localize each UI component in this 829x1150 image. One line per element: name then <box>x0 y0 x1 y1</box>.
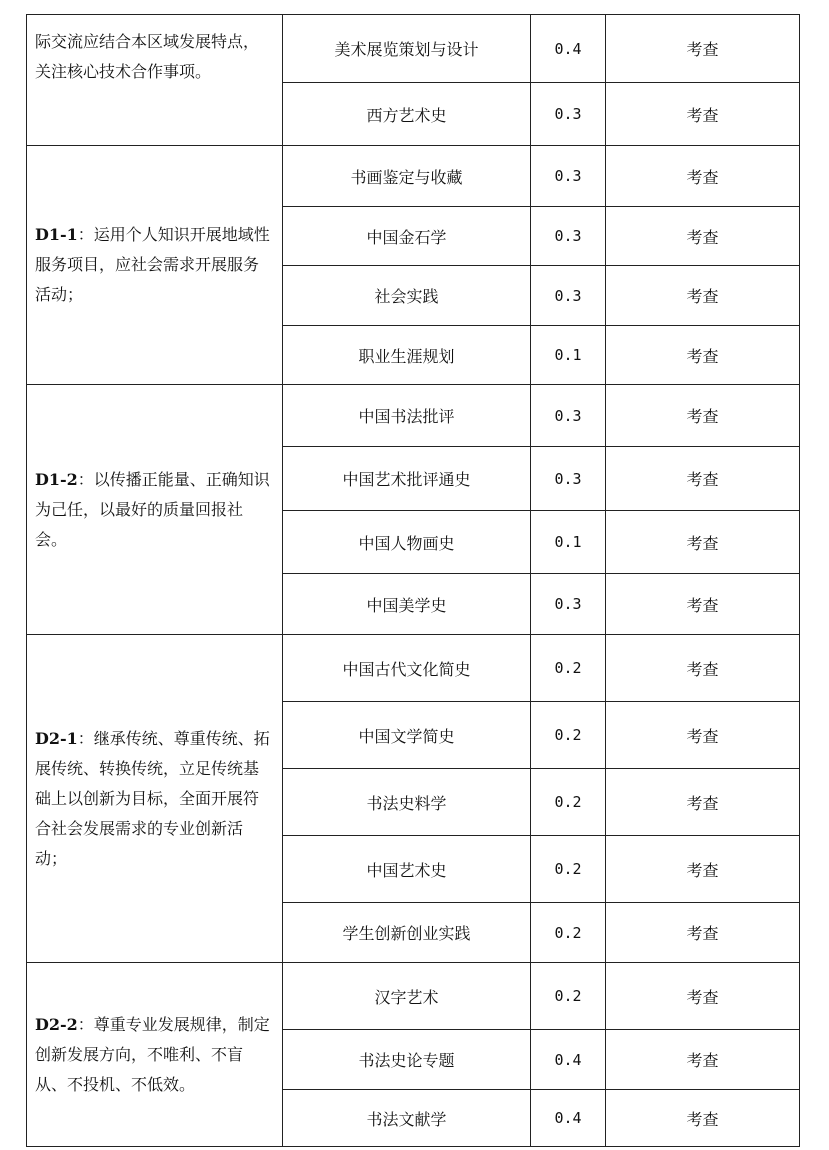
weight-cell: 0.1 <box>531 326 606 385</box>
weight-cell: 0.2 <box>531 702 606 769</box>
course-name-cell: 中国书法批评 <box>283 385 531 447</box>
course-name-cell: 中国人物画史 <box>283 511 531 574</box>
assessment-cell: 考查 <box>606 836 800 903</box>
requirement-text: 际交流应结合本区域发展特点，关注核心技术合作事项。 <box>35 32 260 81</box>
requirement-cell <box>27 15 283 146</box>
requirement-code: D1-1 <box>35 225 78 244</box>
requirement-code: D2-1 <box>35 728 78 748</box>
assessment-cell: 考查 <box>606 447 800 511</box>
assessment-cell: 考查 <box>606 511 800 574</box>
assessment-cell: 考查 <box>606 83 800 146</box>
course-name-cell: 汉字艺术 <box>283 963 531 1030</box>
assessment-cell: 考查 <box>606 702 800 769</box>
requirement-cell <box>27 635 283 963</box>
course-name-cell: 书法史论专题 <box>283 1030 531 1090</box>
table-row <box>27 385 800 447</box>
assessment-cell: 考查 <box>606 963 800 1030</box>
weight-cell: 0.2 <box>531 769 606 836</box>
assessment-cell: 考查 <box>606 326 800 385</box>
assessment-cell: 考查 <box>606 15 800 83</box>
course-name-cell: 西方艺术史 <box>283 83 531 146</box>
course-name-cell: 书法文献学 <box>283 1090 531 1147</box>
assessment-cell: 考查 <box>606 385 800 447</box>
course-name-cell: 中国文学简史 <box>283 702 531 769</box>
course-name-cell: 学生创新创业实践 <box>283 903 531 963</box>
weight-cell: 0.3 <box>531 574 606 635</box>
requirement-text: ：继承传统、尊重传统、拓展传统、转换传统，立足传统基础上以创新为目标，全面开展符合社会发展需求的专业创新活动； <box>35 728 270 868</box>
weight-cell: 0.2 <box>531 635 606 702</box>
requirement-cell <box>27 146 283 385</box>
weight-cell: 0.3 <box>531 266 606 326</box>
course-name-cell: 书画鉴定与收藏 <box>283 146 531 207</box>
course-name-cell: 中国美学史 <box>283 574 531 635</box>
course-name-cell: 美术展览策划与设计 <box>283 15 531 83</box>
assessment-cell: 考查 <box>606 146 800 207</box>
course-matrix-table <box>26 14 800 1147</box>
course-name-cell: 中国金石学 <box>283 207 531 266</box>
weight-cell: 0.3 <box>531 207 606 266</box>
requirement-text: ：以传播正能量、正确知识为己任，以最好的质量回报社会。 <box>35 469 270 549</box>
weight-cell: 0.2 <box>531 963 606 1030</box>
assessment-cell: 考查 <box>606 903 800 963</box>
requirement-cell <box>27 963 283 1147</box>
assessment-cell: 考查 <box>606 1030 800 1090</box>
weight-cell: 0.2 <box>531 836 606 903</box>
assessment-cell: 考查 <box>606 207 800 266</box>
weight-cell: 0.4 <box>531 15 606 83</box>
course-name-cell: 中国古代文化简史 <box>283 635 531 702</box>
weight-cell: 0.1 <box>531 511 606 574</box>
course-name-cell: 书法史料学 <box>283 769 531 836</box>
weight-cell: 0.2 <box>531 903 606 963</box>
course-name-cell: 中国艺术批评通史 <box>283 447 531 511</box>
course-name-cell: 社会实践 <box>283 266 531 326</box>
assessment-cell: 考查 <box>606 574 800 635</box>
table-row <box>27 635 800 702</box>
weight-cell: 0.3 <box>531 146 606 207</box>
assessment-cell: 考查 <box>606 1090 800 1147</box>
weight-cell: 0.3 <box>531 385 606 447</box>
table-row <box>27 146 800 207</box>
table-body <box>27 15 800 1147</box>
course-name-cell: 中国艺术史 <box>283 836 531 903</box>
assessment-cell: 考查 <box>606 266 800 326</box>
requirement-text: ：尊重专业发展规律，制定创新发展方向，不唯利、不盲从、不投机、不低效。 <box>35 1014 270 1094</box>
requirement-text: ：运用个人知识开展地域性服务项目，应社会需求开展服务活动； <box>35 225 270 304</box>
weight-cell: 0.3 <box>531 447 606 511</box>
requirement-code: D2-2 <box>35 1014 78 1034</box>
weight-cell: 0.4 <box>531 1030 606 1090</box>
assessment-cell: 考查 <box>606 635 800 702</box>
weight-cell: 0.4 <box>531 1090 606 1147</box>
weight-cell: 0.3 <box>531 83 606 146</box>
requirement-code: D1-2 <box>35 469 78 489</box>
course-name-cell: 职业生涯规划 <box>283 326 531 385</box>
table-row <box>27 15 800 83</box>
table-row <box>27 963 800 1030</box>
requirement-cell <box>27 385 283 635</box>
assessment-cell: 考查 <box>606 769 800 836</box>
